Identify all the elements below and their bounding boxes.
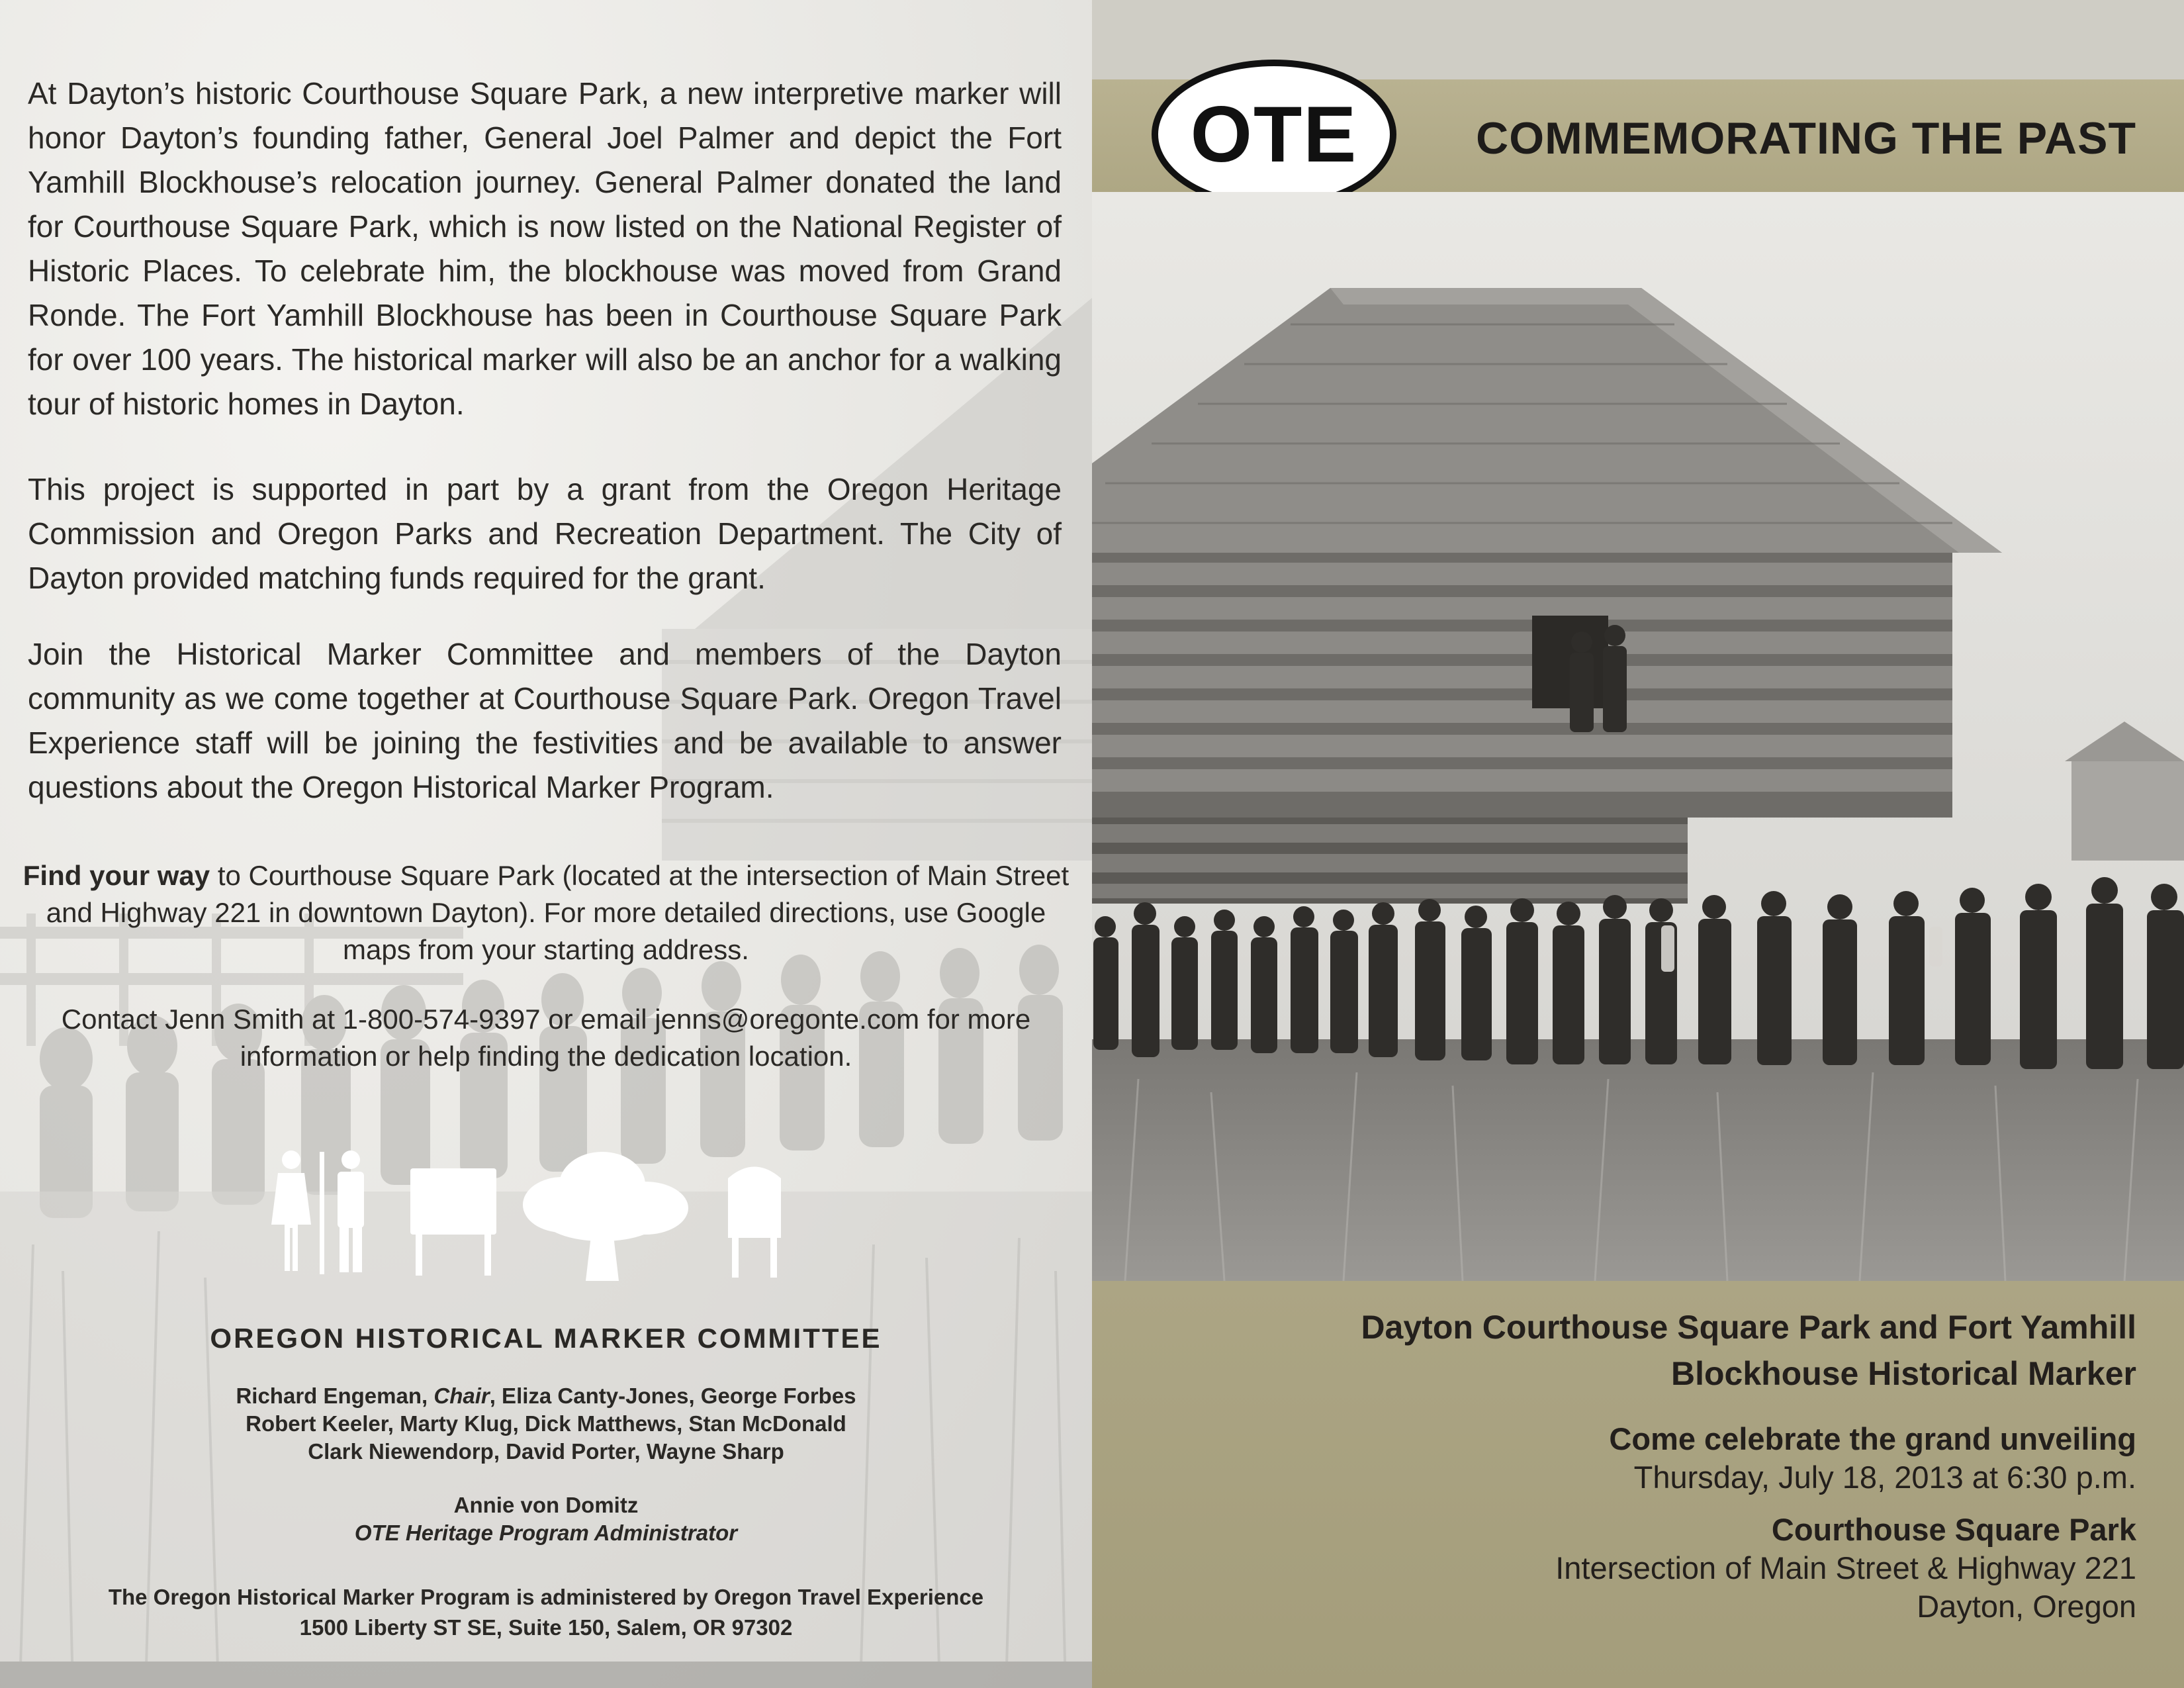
event-title-line-2: Blockhouse Historical Marker [1670,1355,2136,1392]
directions-paragraph [20,857,1072,968]
celebrate-line: Come celebrate the grand unveiling [1609,1421,2136,1456]
contact-paragraph: Contact Jenn Smith at 1-800-574-9397 or email jenns@oregonte.com for more information or help finding the dedication location. [61,1004,1031,1072]
admin-name: Annie von Domitz [453,1493,639,1517]
committee-line-3: Clark Niewendorp, David Porter, Wayne Sharp [308,1439,784,1464]
committee-line-2: Robert Keeler, Marty Klug, Dick Matthews, Stan McDonald [246,1411,846,1436]
invitation-paragraph: Join the Historical Marker Committee and members of the Dayton community as we come together at Courthouse Square Park. Oregon Travel Experience staff will be joining the festivities and be available to answer questions about the Oregon Historical Marker Program. [28,637,1062,804]
venue-address-1: Intersection of Main Street & Highway 221 [1555,1550,2136,1585]
header-title: COMMEMORATING THE PAST [1476,113,2136,164]
amenity-icons-row [258,1145,814,1291]
footer-line-1: The Oregon Historical Marker Program is administered by Oregon Travel Experience [108,1585,984,1609]
venue-address-2: Dayton, Oregon [1917,1589,2136,1624]
event-where [1555,1511,2136,1626]
restroom-icon [271,1150,364,1274]
directions-text: to Courthouse Square Park (located at the intersection of Main Street and Highway 221 in downtown Dayton). For more detailed directions, use Google maps from your starting address. [46,860,1069,965]
intro-paragraph: At Dayton’s historic Courthouse Square Park, a new interpretive marker will honor Dayton’s founding father, General Joel Palmer and depict the Fort Yamhill Blockhouse’s relocation journey. General Palmer donated the land for Courthouse Square Park, which is now listed on the National Register of Historic Places. To celebrate him, the blockhouse was moved from Grand Ronde. The Fort Yamhill Blockhouse has been in Courthouse Square Park for over 100 years. The historical marker will also be an anchor for a walking tour of historic homes in Dayton. [28,76,1062,421]
venue-name: Courthouse Square Park [1771,1512,2136,1547]
committee-line-1: Richard Engeman, Chair, Eliza Canty-Jones, George Forbes [236,1383,856,1408]
funding-paragraph: This project is supported in part by a grant from the Oregon Heritage Commission and Oregon Parks and Recreation Department. The City of Dayton provided matching funds required for the grant. [28,472,1062,595]
right-panel [1092,0,2184,1688]
admin-title: OTE Heritage Program Administrator [354,1521,738,1545]
footer-line-2: 1500 Liberty ST SE, Suite 150, Salem, OR 97302 [299,1615,793,1640]
administrator-block [0,1491,1092,1547]
ote-logo-text: OTE [1190,90,1358,179]
committee-heading: OREGON HISTORICAL MARKER COMMITTEE [210,1323,882,1354]
event-title [1361,1304,2136,1397]
event-datetime: Thursday, July 18, 2013 at 6:30 p.m. [1633,1460,2136,1495]
blockhouse-photo [1092,192,2184,1281]
sign-board-icon [410,1168,496,1276]
event-when [1609,1420,2136,1497]
historical-marker-icon [728,1167,781,1278]
program-footer [0,1582,1092,1643]
tree-icon [523,1152,688,1281]
directions-lead: Find your way [23,860,210,891]
ote-logo [1152,60,1396,209]
event-title-line-1: Dayton Courthouse Square Park and Fort Yamhill [1361,1309,2136,1346]
committee-members [0,1382,1092,1466]
